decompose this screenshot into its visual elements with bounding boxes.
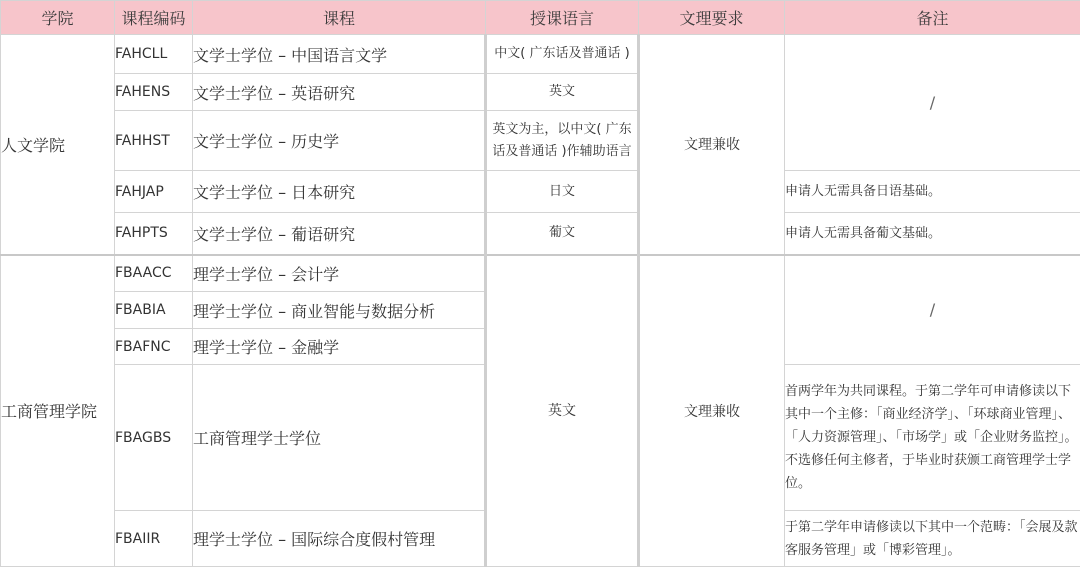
course-code: FBAFNC bbox=[115, 329, 193, 365]
table-row bbox=[1, 171, 1080, 213]
course-name: 理学士学位 – 会计学 bbox=[193, 255, 486, 292]
remark-cell: 首两学年为共同课程。于第二学年可申请修读以下其中一个主修：「商业经济学」、「环球商业管理」、「人力资源管理」、「市场学」或「企业财务监控」。不选修任何主修者，于毕业时获颁工商管理学士学位。 bbox=[785, 365, 1080, 511]
course-name: 文学士学位 – 葡语研究 bbox=[193, 213, 486, 255]
requirement-cell: 文理兼收 bbox=[639, 35, 785, 255]
header-requirement: 文理要求 bbox=[639, 1, 785, 35]
remark-cell: 于第二学年申请修读以下其中一个范畴：「会展及款客服务管理」或「博彩管理」。 bbox=[785, 511, 1080, 567]
faculty-cell: 工商管理学院 bbox=[1, 255, 115, 567]
language-cell: 中文( 广东话及普通话 ) bbox=[486, 35, 639, 74]
course-code: FBAACC bbox=[115, 255, 193, 292]
remark-cell: 申请人无需具备日语基础。 bbox=[785, 171, 1080, 213]
course-name: 理学士学位 – 商业智能与数据分析 bbox=[193, 292, 486, 329]
course-code: FAHCLL bbox=[115, 35, 193, 74]
header-remarks: 备注 bbox=[785, 1, 1080, 35]
language-cell: 葡文 bbox=[486, 213, 639, 255]
course-name: 文学士学位 – 中国语言文学 bbox=[193, 35, 486, 74]
course-name: 文学士学位 – 历史学 bbox=[193, 111, 486, 171]
language-cell: 日文 bbox=[486, 171, 639, 213]
course-code: FAHPTS bbox=[115, 213, 193, 255]
course-code: FBAIIR bbox=[115, 511, 193, 567]
table-row bbox=[1, 255, 1080, 292]
course-code: FBABIA bbox=[115, 292, 193, 329]
header-language: 授课语言 bbox=[486, 1, 639, 35]
header-course: 课程 bbox=[193, 1, 486, 35]
course-code: FAHENS bbox=[115, 74, 193, 111]
header-faculty: 学院 bbox=[1, 1, 115, 35]
course-code: FBAGBS bbox=[115, 365, 193, 511]
course-name: 文学士学位 – 英语研究 bbox=[193, 74, 486, 111]
course-name: 文学士学位 – 日本研究 bbox=[193, 171, 486, 213]
language-cell: 英文为主，以中文( 广东话及普通话 )作辅助语言 bbox=[486, 111, 639, 171]
course-name: 工商管理学士学位 bbox=[193, 365, 486, 511]
header-row bbox=[1, 1, 1080, 35]
course-name: 理学士学位 – 国际综合度假村管理 bbox=[193, 511, 486, 567]
requirement-cell: 文理兼收 bbox=[639, 255, 785, 567]
course-code: FAHJAP bbox=[115, 171, 193, 213]
language-cell: 英文 bbox=[486, 255, 639, 567]
table-row bbox=[1, 35, 1080, 74]
course-code: FAHHST bbox=[115, 111, 193, 171]
remark-cell: 申请人无需具备葡文基础。 bbox=[785, 213, 1080, 255]
remark-cell: / bbox=[785, 255, 1080, 365]
faculty-cell: 人文学院 bbox=[1, 35, 115, 255]
table-row bbox=[1, 213, 1080, 255]
language-cell: 英文 bbox=[486, 74, 639, 111]
remark-cell: / bbox=[785, 35, 1080, 171]
header-code: 课程编码 bbox=[115, 1, 193, 35]
course-name: 理学士学位 – 金融学 bbox=[193, 329, 486, 365]
